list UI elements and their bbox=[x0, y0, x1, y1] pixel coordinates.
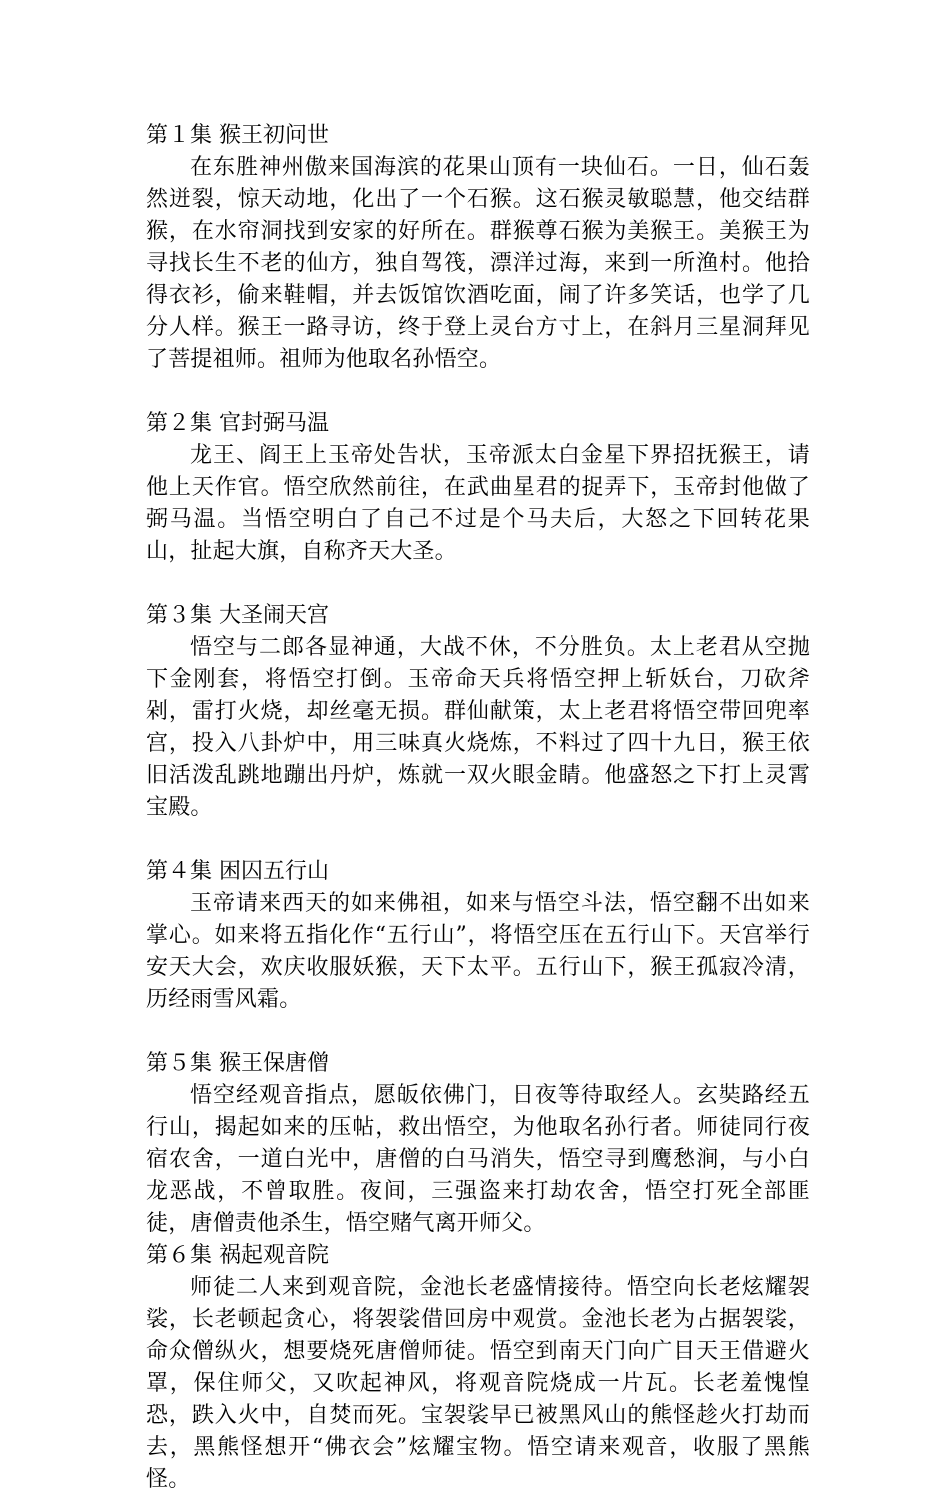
episode-1 bbox=[146, 120, 810, 376]
episode-5 bbox=[146, 1048, 810, 1240]
episode-2 bbox=[146, 408, 810, 568]
episode-heading: 第６集 祸起观音院 bbox=[146, 1243, 329, 1268]
episode-heading: 第３集 大圣闹天宫 bbox=[146, 603, 329, 628]
episode-summary: 师徒二人来到观音院，金池长老盛情接待。悟空向长老炫耀袈裟，长老顿起贪心，将袈裟借回房中观赏。金池长老为占据袈裟，命众僧纵火，想要烧死唐僧师徒。悟空到南天门向广目天王借避火罩，保住师父，又吹起神风，将观音院烧成一片瓦。长老羞愧惶恐，跌入火中，自焚而死。宝袈裟早已被黑风山的熊怪趁火打劫而去，黑熊怪想开“佛衣会”炫耀宝物。悟空请来观音，收服了黑熊怪。 bbox=[146, 1275, 810, 1492]
document-page bbox=[146, 120, 810, 1496]
episode-4 bbox=[146, 856, 810, 1016]
episode-summary: 玉帝请来西天的如来佛祖，如来与悟空斗法，悟空翻不出如来掌心。如来将五指化作“五行山”，将悟空压在五行山下。天宫举行安天大会，欢庆收服妖猴，天下太平。五行山下，猴王孤寂冷清，历经雨雪风霜。 bbox=[146, 891, 810, 1012]
episode-heading: 第４集 困囚五行山 bbox=[146, 859, 329, 884]
episode-summary: 龙王、阎王上玉帝处告状，玉帝派太白金星下界招抚猴王，请他上天作官。悟空欣然前往，在武曲星君的捉弄下，玉帝封他做了弼马温。当悟空明白了自己不过是个马夫后，大怒之下回转花果山，扯起大旗，自称齐天大圣。 bbox=[146, 443, 810, 564]
episode-summary: 悟空与二郎各显神通，大战不休，不分胜负。太上老君从空抛下金刚套，将悟空打倒。玉帝命天兵将悟空押上斩妖台，刀砍斧剁，雷打火烧，却丝毫无损。群仙献策，太上老君将悟空带回兜率宫，投入八卦炉中，用三味真火烧炼，不料过了四十九日，猴王依旧活泼乱跳地蹦出丹炉，炼就一双火眼金睛。他盛怒之下打上灵霄宝殿。 bbox=[146, 635, 810, 820]
episode-heading: 第１集 猴王初问世 bbox=[146, 123, 329, 148]
episode-summary: 在东胜神州傲来国海滨的花果山顶有一块仙石。一日，仙石轰然迸裂，惊天动地，化出了一个石猴。这石猴灵敏聪慧，他交结群猴，在水帘洞找到安家的好所在。群猴尊石猴为美猴王。美猴王为寻找长生不老的仙方，独自驾筏，漂洋过海，来到一所渔村。他拾得衣衫，偷来鞋帽，并去饭馆饮酒吃面，闹了许多笑话，也学了几分人样。猴王一路寻访，终于登上灵台方寸上，在斜月三星洞拜见了菩提祖师。祖师为他取名孙悟空。 bbox=[146, 155, 810, 372]
episode-heading: 第２集 官封弼马温 bbox=[146, 411, 329, 436]
episode-6 bbox=[146, 1240, 810, 1496]
episode-summary: 悟空经观音指点，愿皈依佛门，日夜等待取经人。玄奘路经五行山，揭起如来的压帖，救出悟空，为他取名孙行者。师徒同行夜宿农舍，一道白光中，唐僧的白马消失，悟空寻到鹰愁涧，与小白龙恶战，不曾取胜。夜间，三强盗来打劫农舍，悟空打死全部匪徒，唐僧责他杀生，悟空赌气离开师父。 bbox=[146, 1083, 810, 1236]
episode-3 bbox=[146, 600, 810, 824]
episode-heading: 第５集 猴王保唐僧 bbox=[146, 1051, 329, 1076]
